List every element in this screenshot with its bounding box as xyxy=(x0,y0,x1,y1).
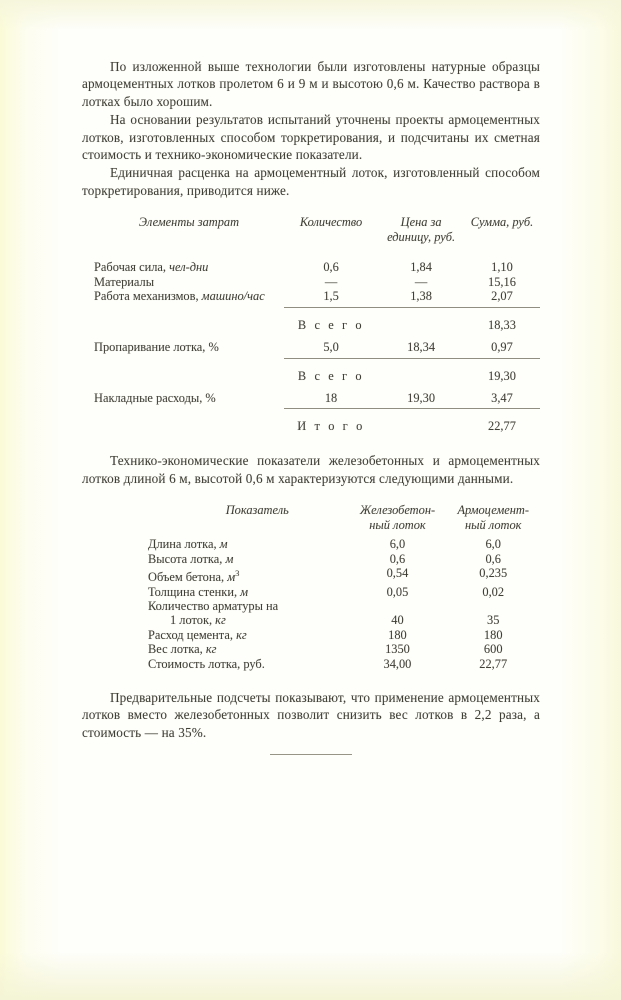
table-row xyxy=(148,628,540,642)
table-1-header-price xyxy=(378,215,464,249)
table-2-row-7-name xyxy=(148,642,348,656)
table-2-row-1-name xyxy=(148,552,348,566)
unit-cost-table xyxy=(82,215,540,434)
table-2-row-6-v1: 180 xyxy=(388,627,407,642)
table-2-row-3-name-unit: м xyxy=(240,584,249,599)
table-row xyxy=(82,391,540,406)
table-1-row-1-label xyxy=(82,275,284,290)
table-1-gap-4 xyxy=(82,384,540,391)
table-2-row-5-v1: 40 xyxy=(391,613,404,628)
table-2-row-0-name xyxy=(148,537,348,551)
table-1-rule-2 xyxy=(284,355,540,362)
table-1-subtotal-row-1 xyxy=(82,318,540,333)
table-1-row-0-label xyxy=(82,260,284,275)
table-1-grandtotal-empty xyxy=(82,419,284,434)
table-2-row-7-name-text: Вес лотка, xyxy=(148,642,206,657)
table-1-gap-5 xyxy=(82,412,540,419)
table-2-row-8-name: Стоимость лотка, руб. xyxy=(148,656,265,671)
table-1-grandtotal-row xyxy=(82,419,540,434)
table-2-row-2-name-superscript: 3 xyxy=(235,568,240,579)
table-2-row-2-name xyxy=(148,566,348,585)
spacer-before-table-1 xyxy=(82,199,540,215)
text-column xyxy=(82,58,540,741)
table-1-gap-1 xyxy=(82,311,540,318)
table-2-row-1-name-unit: м xyxy=(225,551,234,566)
table-1-row-1-price: — xyxy=(414,274,428,289)
table-1-subtotal-1-sum: 18,33 xyxy=(488,318,516,333)
table-2-row-6-name xyxy=(148,628,348,642)
table-2-row-1-name-text: Высота лотка, xyxy=(148,551,226,566)
table-2-row-2-v1: 0,54 xyxy=(386,566,409,581)
table-2-row-0-name-unit: м xyxy=(219,537,228,552)
table-1-row-0-sum: 1,10 xyxy=(491,260,513,275)
table-1-overhead-quantity: 18 xyxy=(324,390,338,405)
table-2-row-1-v2: 0,6 xyxy=(485,551,501,566)
table-2-header-col1-line2: ный лоток xyxy=(369,517,426,532)
table-2-row-3-name-text: Толщина стенки, xyxy=(148,584,241,599)
table-row xyxy=(148,566,540,585)
table-1-subtotal-row-2 xyxy=(82,369,540,384)
table-1-row-1-label-text: Материалы xyxy=(94,274,155,289)
table-1-row-0-quantity: 0,6 xyxy=(323,260,339,275)
table-2-row-2-v2: 0,235 xyxy=(479,566,508,581)
table-2-row-8-v1: 34,00 xyxy=(383,656,412,671)
table-1-subtotal-1-empty xyxy=(82,318,284,333)
table-2-row-0-name-text: Длина лотка, xyxy=(148,537,220,552)
rule-spacer xyxy=(82,405,284,412)
technical-indicators-table xyxy=(148,503,540,671)
table-2-row-6-v2: 180 xyxy=(483,627,503,642)
table-2-row-8-v2: 22,77 xyxy=(479,656,508,671)
table-2-row-0-v1: 6,0 xyxy=(389,537,406,552)
table-row xyxy=(82,340,540,355)
table-1-subtotal-2-sum: 19,30 xyxy=(488,368,516,383)
table-1-rule-3 xyxy=(284,405,540,412)
table-1-header-price-line1: Цена за xyxy=(400,215,442,230)
table-1-header-label: Элементы затрат xyxy=(138,215,240,230)
table-2-row-4-v1 xyxy=(348,599,446,613)
table-1-rule-row-2 xyxy=(82,355,540,362)
table-2-row-3-v1: 0,05 xyxy=(386,584,409,599)
table-2-row-1-v1: 0,6 xyxy=(389,551,406,566)
table-1-row-0-price: 1,84 xyxy=(410,260,432,275)
table-1-gap-2 xyxy=(82,333,540,340)
table-2-row-3-name xyxy=(148,585,348,599)
table-1-header-row xyxy=(82,215,540,249)
table-1-subtotal-1-label: В с е г о xyxy=(297,318,365,333)
table-1-header-quantity: Количество xyxy=(299,215,363,230)
table-2-row-4-name: Количество арматуры на xyxy=(148,598,279,613)
table-1-row-1-sum: 15,16 xyxy=(488,274,516,289)
spacer-after-table-1 xyxy=(82,434,540,452)
table-2-row-6-name-unit: кг xyxy=(236,627,247,642)
table-1-row-2-price: 1,38 xyxy=(410,289,432,304)
spacer-before-table-2 xyxy=(82,487,540,503)
table-1-steaming-price: 18,34 xyxy=(407,340,436,355)
table-2-row-5-name xyxy=(148,613,348,627)
table-2-header-name: Показатель xyxy=(225,503,289,518)
paragraph-4: Технико-экономические показатели железобетонных и армоцементных лотков длиной 6 м, высотой 0,6 м характеризуются следующими данными. xyxy=(82,453,540,486)
table-1-steaming-quantity: 5,0 xyxy=(323,340,339,355)
table-1-overhead-price: 19,30 xyxy=(407,390,436,405)
table-2-row-3-v2: 0,02 xyxy=(482,584,505,599)
table-2-row-2-name-unit: м xyxy=(227,570,236,585)
table-2-row-6-name-text: Расход цемента, xyxy=(148,627,237,642)
table-1-steaming-sum: 0,97 xyxy=(491,340,513,355)
table-row xyxy=(148,599,540,613)
table-2-header-col1 xyxy=(348,503,446,537)
table-1-row-2-quantity: 1,5 xyxy=(323,289,339,304)
table-1-row-1-quantity: — xyxy=(324,274,338,289)
table-1-rule-1 xyxy=(284,304,540,311)
paragraph-2: На основании результатов испытаний уточнены проекты армоцементных лотков, изготовленных способом торкретирования, и подсчитаны их сметная стоимость и технико-экономические показатели. xyxy=(82,112,540,163)
table-1-gap-3 xyxy=(82,362,540,369)
rule-spacer xyxy=(82,304,284,311)
table-1-header-gap xyxy=(82,249,540,260)
table-1-grandtotal-sum: 22,77 xyxy=(488,419,516,434)
table-2-header-col2-line1: Армоцемент- xyxy=(457,503,530,518)
table-2-header-col2 xyxy=(446,503,540,537)
table-2-row-0-v2: 6,0 xyxy=(485,537,501,552)
table-row xyxy=(82,289,540,304)
table-2-header-col1-line1: Железобетон- xyxy=(359,503,436,518)
table-1-rule-row-1 xyxy=(82,304,540,311)
paragraph-3: Единичная расценка на армоцементный лоток, изготовленный способом торкретирования, приводится ниже. xyxy=(82,165,540,198)
table-2-row-5-name-text: 1 лоток, xyxy=(170,613,216,628)
table-2-row-2-name-text: Объем бетона, xyxy=(148,570,228,585)
table-2-wrapper xyxy=(82,503,540,671)
table-1-subtotal-1-price xyxy=(378,318,464,333)
table-1-subtotal-2-label: В с е г о xyxy=(297,368,365,383)
table-1-subtotal-2-empty xyxy=(82,369,284,384)
table-1-row-2-label-text: Работа механизмов, xyxy=(94,289,202,304)
table-1-row-0-label-text: Рабочая сила, xyxy=(94,260,170,275)
table-1-grandtotal-label: И т о г о xyxy=(297,419,365,434)
table-1-overhead-label: Накладные расходы, % xyxy=(94,390,216,405)
table-row xyxy=(148,537,540,551)
table-1-overhead-sum: 3,47 xyxy=(491,390,513,405)
table-row xyxy=(148,642,540,656)
table-row xyxy=(148,585,540,599)
table-1-row-2-label-unit: машино/час xyxy=(201,289,265,304)
table-2-row-5-v2: 35 xyxy=(487,613,500,628)
table-1-row-2-sum: 2,07 xyxy=(491,289,513,304)
table-2-row-5-name-unit: кг xyxy=(215,613,226,628)
table-1-rule-row-3 xyxy=(82,405,540,412)
table-row xyxy=(148,657,540,671)
paragraph-1: По изложенной выше технологии были изготовлены натурные образцы армоцементных лотков пролетом 6 и 9 м и высотою 0,6 м. Качество раствора в лотках было хорошим. xyxy=(82,59,540,109)
table-1-header-price-line2: единицу, руб. xyxy=(387,230,456,245)
table-1-grandtotal-price xyxy=(378,419,464,434)
table-2-row-4-v2 xyxy=(446,599,540,613)
table-row xyxy=(82,275,540,290)
table-1-steaming-label: Пропаривание лотка, % xyxy=(94,340,219,355)
table-1-row-2-label xyxy=(82,289,284,304)
section-divider-rule xyxy=(270,754,352,755)
table-row xyxy=(148,613,540,627)
rule-spacer xyxy=(82,355,284,362)
section-divider-wrapper xyxy=(0,742,621,760)
spacer-after-table-2 xyxy=(82,671,540,689)
table-2-row-7-v1: 1350 xyxy=(385,642,410,657)
table-row xyxy=(82,260,540,275)
table-row xyxy=(148,552,540,566)
table-1-subtotal-2-price xyxy=(378,369,464,384)
table-2-row-7-v2: 600 xyxy=(483,642,503,657)
paragraph-5: Предварительные подсчеты показывают, что применение армоцементных лотков вместо железобетонных позволит снизить вес лотков в 2,2 раза, а стоимость — на 35%. xyxy=(82,690,540,740)
table-2-header-row xyxy=(148,503,540,537)
table-2-row-7-name-unit: кг xyxy=(205,642,217,657)
table-1-row-0-label-unit: чел-дни xyxy=(169,260,209,275)
table-1-header-sum: Сумма, руб. xyxy=(470,215,534,230)
table-2-header-col2-line2: ный лоток xyxy=(464,517,522,532)
